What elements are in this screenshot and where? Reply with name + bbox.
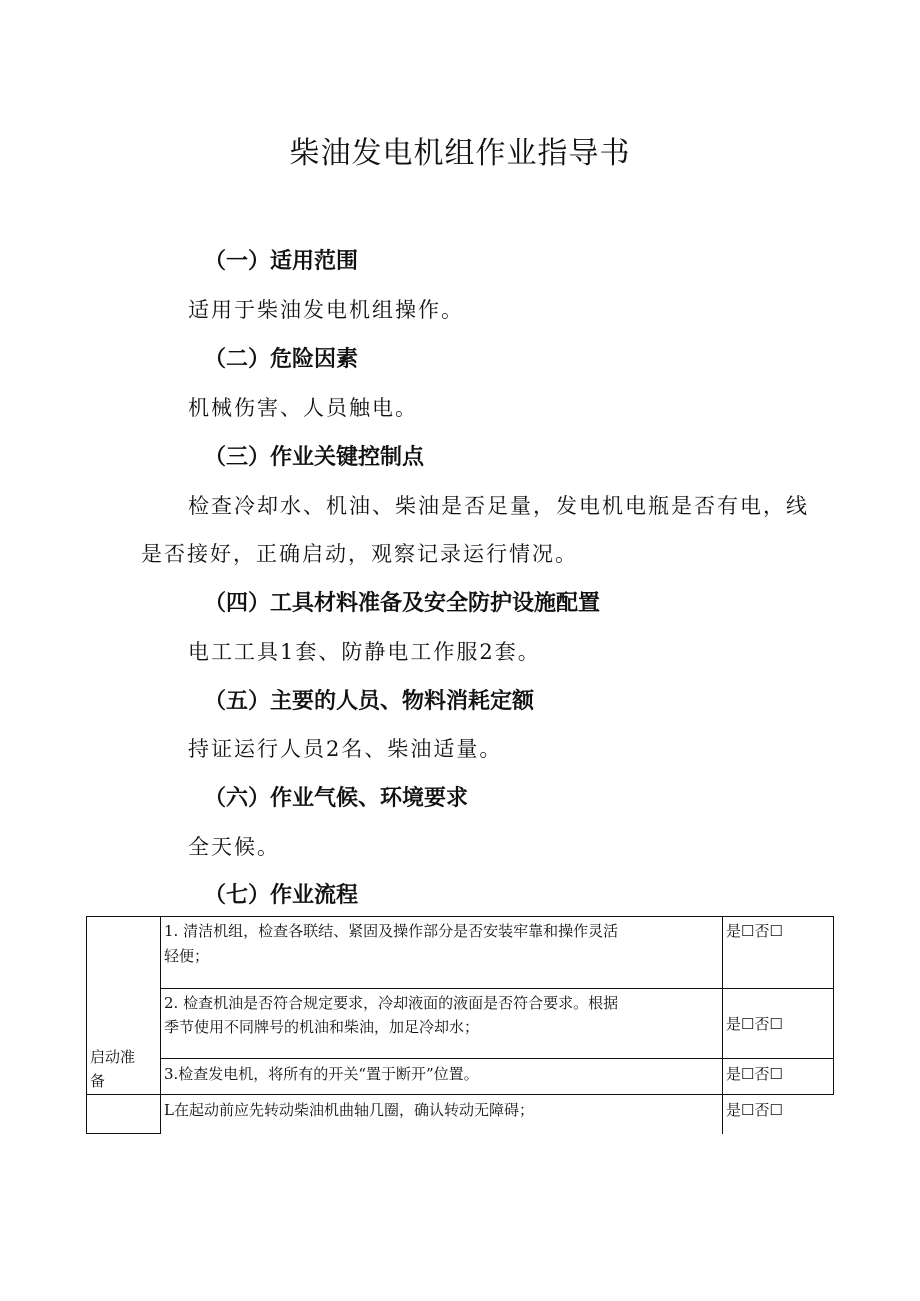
section-heading-6: （六）作业气候、环境要求 bbox=[204, 786, 469, 811]
table-row-3-check: 是☐否☐ bbox=[726, 1065, 783, 1083]
section-heading-2: （二）危险因素 bbox=[204, 347, 359, 372]
table-row-2-check: 是☐否☐ bbox=[726, 1015, 783, 1033]
table-row-4-step: L在起动前应先转动柴油机曲轴几圈，确认转动无障碍； bbox=[164, 1101, 534, 1119]
document-title: 柴油发电机组作业指导书 bbox=[289, 136, 631, 171]
table-row-1-step-line2: 轻便； bbox=[164, 947, 210, 965]
section-body-4: 电工工具1套、防静电工作服2套。 bbox=[188, 640, 541, 664]
table-row-3-step: 3.检查发电机，将所有的开关“置于断开”位置。 bbox=[164, 1065, 479, 1083]
table-row-2-step-line1: 2. 检查机油是否符合规定要求，冷却液面的液面是否符合要求。根据 bbox=[164, 994, 619, 1012]
workflow-table bbox=[86, 916, 834, 1134]
section-heading-7: （七）作业流程 bbox=[204, 883, 359, 908]
table-row-4-check: 是☐否☐ bbox=[726, 1101, 783, 1119]
table-row-1-step-line1: 1. 清洁机组，检查各联结、紧固及操作部分是否安装牢靠和操作灵活 bbox=[164, 922, 619, 940]
section-body-3-line1: 检查冷却水、机油、柴油是否足量，发电机电瓶是否有电，线 bbox=[188, 494, 809, 518]
section-body-3-line2: 是否接好，正确启动，观察记录运行情况。 bbox=[141, 542, 578, 566]
section-heading-5: （五）主要的人员、物料消耗定额 bbox=[204, 689, 535, 714]
group-label-start-prep-line1: 启动准 bbox=[90, 1048, 136, 1066]
table-row-divider-2 bbox=[160, 1058, 834, 1059]
table-col-divider-1 bbox=[160, 916, 161, 1134]
table-row-1-check: 是☐否☐ bbox=[726, 922, 783, 940]
section-heading-3: （三）作业关键控制点 bbox=[204, 445, 425, 470]
table-row-divider-1 bbox=[160, 988, 834, 989]
table-col-divider-2 bbox=[722, 916, 723, 1134]
table-row-divider-3 bbox=[86, 1094, 834, 1095]
table-row-2-step-line2: 季节使用不同牌号的机油和柴油，加足冷却水； bbox=[164, 1018, 480, 1036]
section-heading-4: （四）工具材料准备及安全防护设施配置 bbox=[204, 591, 601, 616]
table-border-left bbox=[86, 916, 87, 1134]
group-label-start-prep-line2: 备 bbox=[90, 1072, 106, 1090]
table-border-right bbox=[833, 916, 834, 1094]
section-body-2: 机械伤害、人员触电。 bbox=[188, 396, 418, 420]
table-border-bottom-left bbox=[86, 1133, 161, 1134]
section-heading-1: （一）适用范围 bbox=[204, 249, 359, 274]
section-body-6: 全天候。 bbox=[188, 835, 280, 859]
section-body-1: 适用于柴油发电机组操作。 bbox=[188, 298, 464, 322]
section-body-5: 持证运行人员2名、柴油适量。 bbox=[188, 737, 503, 761]
